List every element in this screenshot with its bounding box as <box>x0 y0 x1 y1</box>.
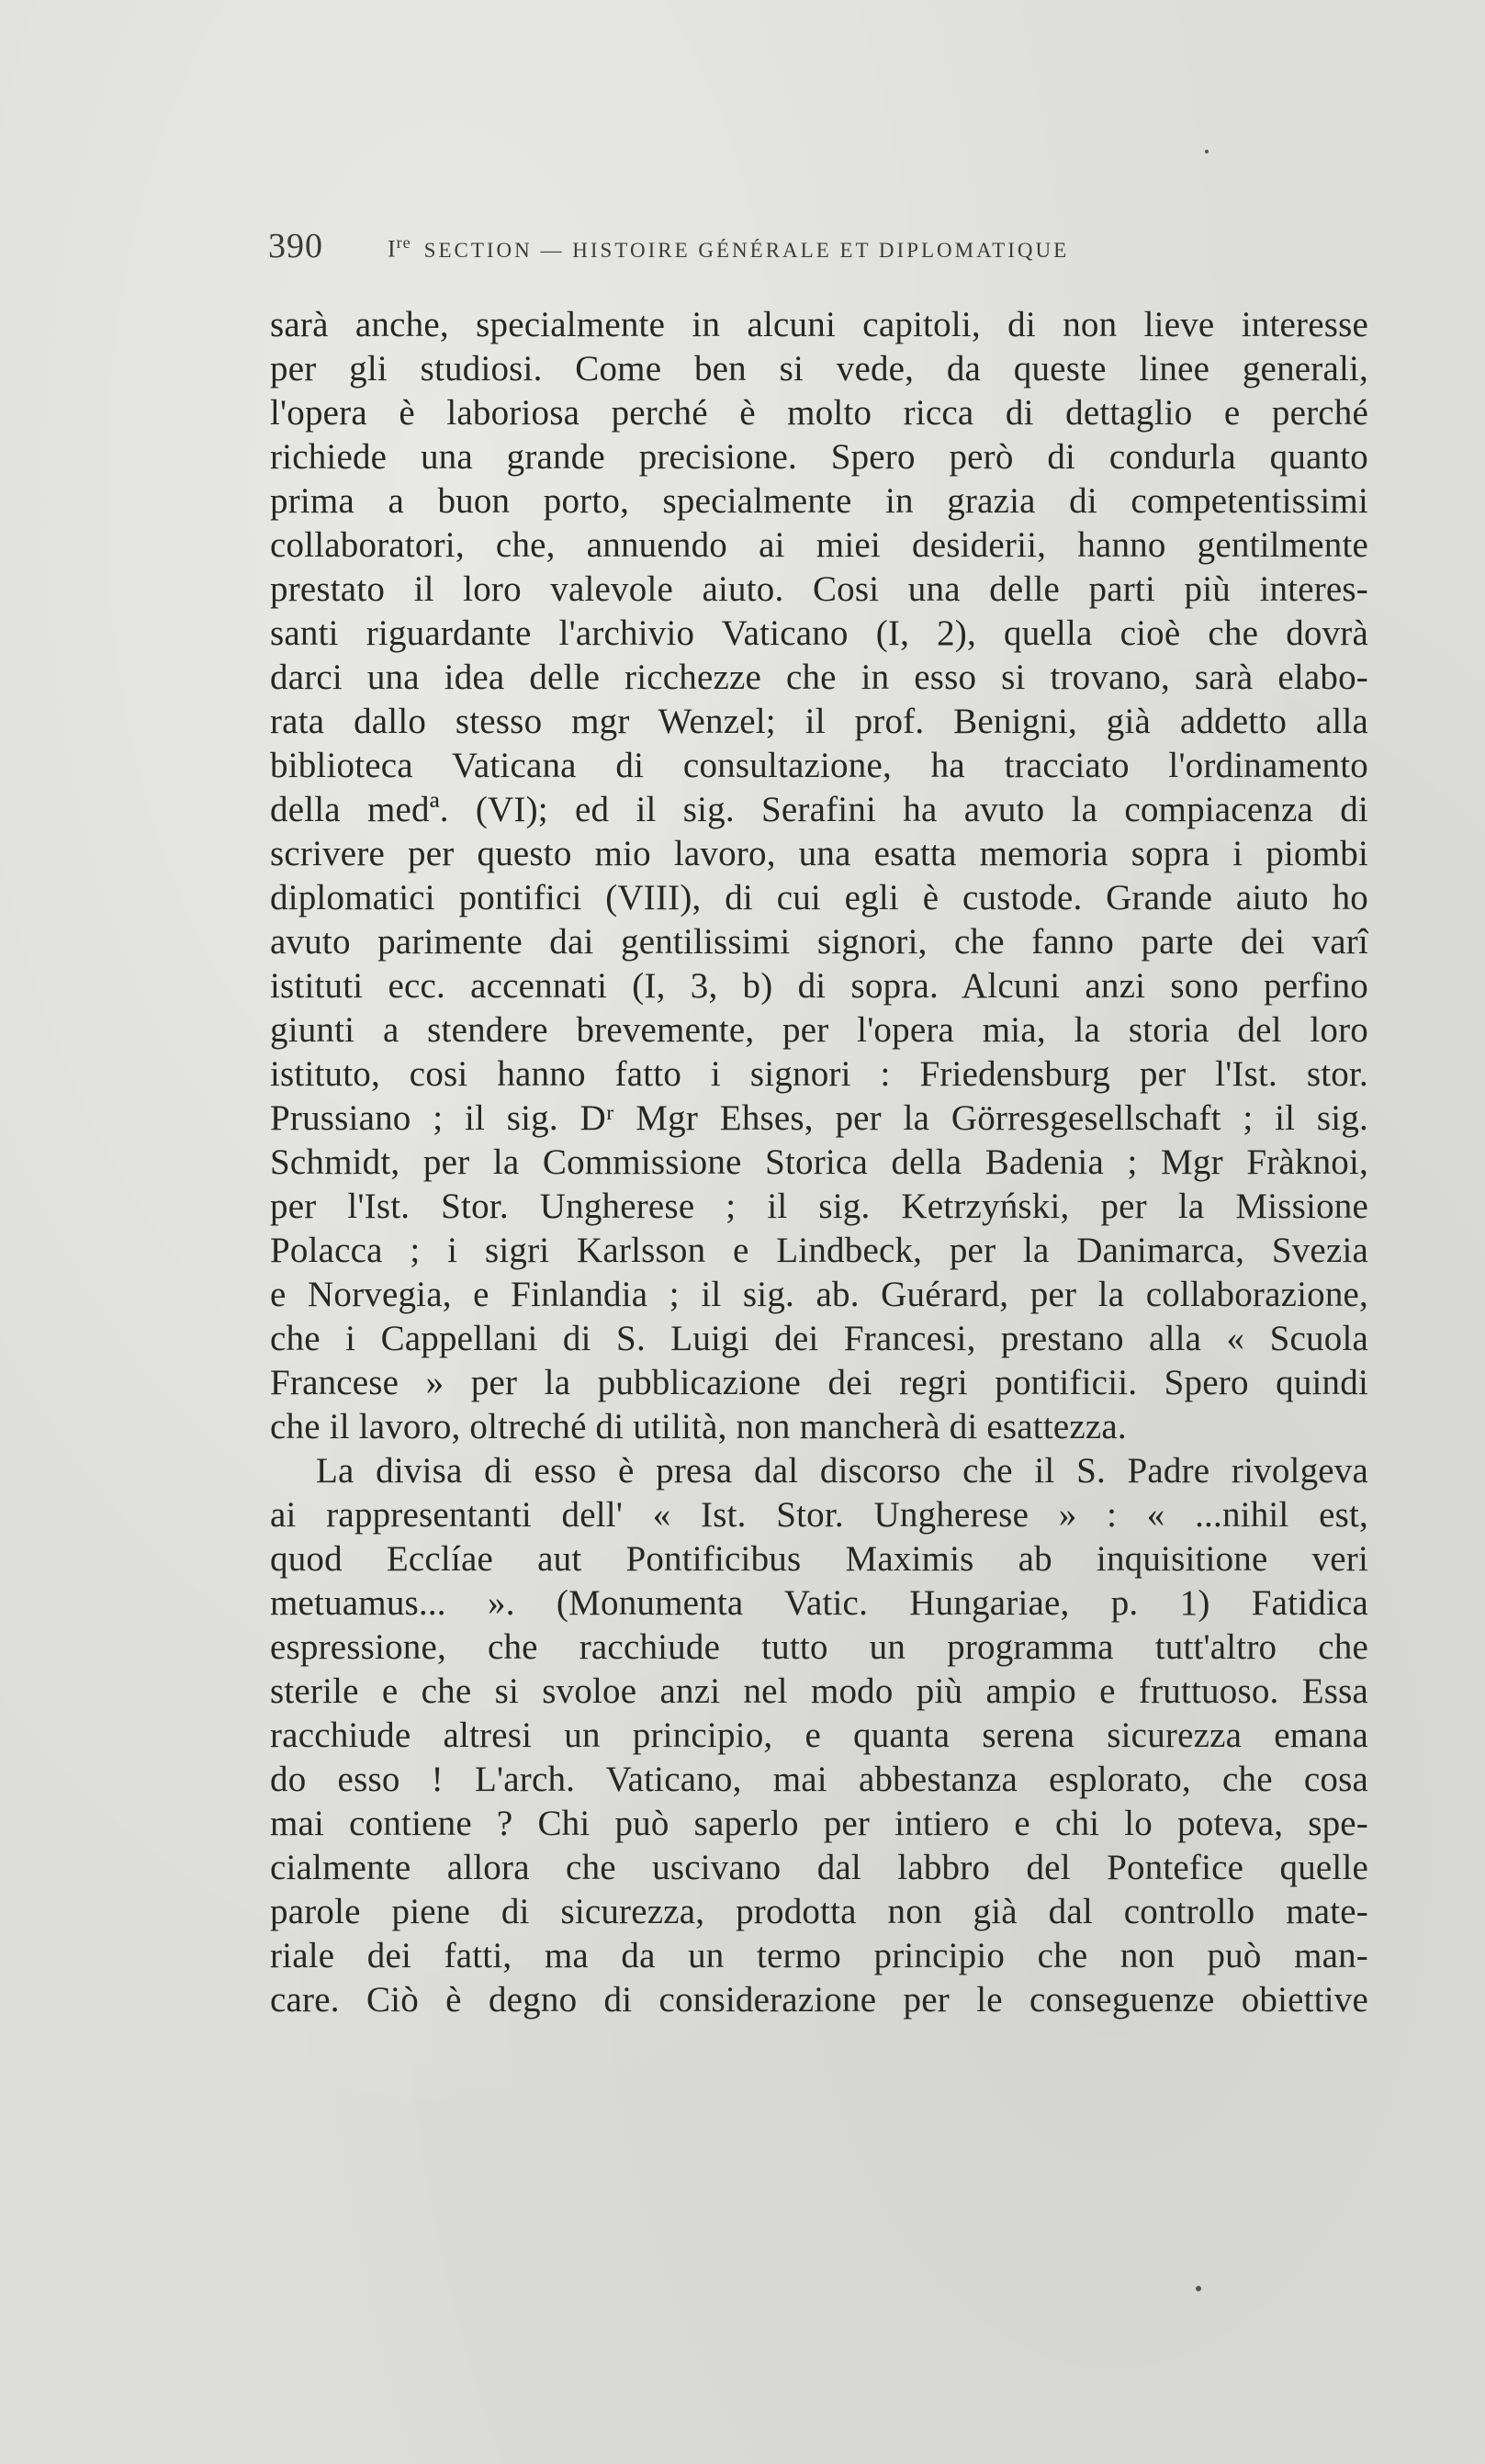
body-text <box>270 303 1368 2388</box>
text-line: che il lavoro, oltreché di utilità, non mancherà di esattezza. <box>270 1407 1127 1446</box>
text-line: per gli studiosi. Come ben si vede, da queste linee generali, <box>270 349 1368 388</box>
text-line: do esso ! L'arch. Vaticano, mai abbestanza esplorato, che cosa <box>270 1760 1368 1799</box>
text-line: metuamus... ». (Monumenta Vatic. Hungariae, p. 1) Fatidica <box>270 1583 1368 1623</box>
text-line: Schmidt, per la Commissione Storica della Badenia ; Mgr Fràknoi, <box>270 1142 1368 1182</box>
text-line: e Norvegia, e Finlandia ; il sig. ab. Guérard, per la collaborazione, <box>270 1275 1368 1314</box>
text-line: care. Ciò è degno di considerazione per le conseguenze obiettive <box>270 1980 1368 2020</box>
text-line: Prussiano ; il sig. Dʳ Mgr Ehses, per la Görresgesellschaft ; il sig. <box>270 1098 1368 1138</box>
text-line: parole piene di sicurezza, prodotta non già dal controllo mate- <box>270 1892 1368 1931</box>
paper-speck <box>1205 150 1209 153</box>
text-line: sarà anche, specialmente in alcuni capitoli, di non lieve interesse <box>270 305 1368 344</box>
text-line: riale dei fatti, ma da un termo principio che non può man- <box>270 1936 1368 1975</box>
text-line: diplomatici pontifici (VIII), di cui egli è custode. Grande aiuto ho <box>270 878 1368 917</box>
running-head-title: SECTION — HISTOIRE GÉNÉRALE ET DIPLOMATIQUE <box>423 239 1070 262</box>
text-line: della medª. (VI); ed il sig. Serafini ha avuto la compiacenza di <box>270 790 1368 829</box>
page-number: 390 <box>268 227 323 265</box>
text-line: racchiude altresi un principio, e quanta serena sicurezza emana <box>270 1716 1368 1755</box>
text-line: ai rappresentanti dell' « Ist. Stor. Ungherese » : « ...nihil est, <box>270 1495 1368 1535</box>
text-line: prima a buon porto, specialmente in grazia di competentissimi <box>270 481 1368 521</box>
text-line: prestato il loro valevole aiuto. Cosi una delle parti più interes- <box>270 569 1368 609</box>
text-line: La divisa di esso è presa dal discorso che il S. Padre rivolgeva <box>316 1451 1368 1491</box>
text-line: scrivere per questo mio lavoro, una esatta memoria sopra i piombi <box>270 834 1368 873</box>
text-line: collaboratori, che, annuendo ai miei desiderii, hanno gentilmente <box>270 525 1368 565</box>
paper-speck <box>1196 2286 1201 2291</box>
text-line: rata dallo stesso mgr Wenzel; il prof. Benigni, già addetto alla <box>270 702 1368 741</box>
text-line: Polacca ; i sigri Karlsson e Lindbeck, per la Danimarca, Svezia <box>270 1231 1368 1270</box>
text-line: sterile e che si svoloe anzi nel modo più ampio e fruttuoso. Essa <box>270 1671 1368 1711</box>
text-line: quod Ecclíae aut Pontificibus Maximis ab inquisitione veri <box>270 1539 1368 1579</box>
text-line: richiede una grande precisione. Spero però di condurla quanto <box>270 437 1368 477</box>
text-line: per l'Ist. Stor. Ungherese ; il sig. Ketrzyński, per la Missione <box>270 1187 1368 1226</box>
section-marker-suffix: re <box>396 233 411 253</box>
running-head <box>268 226 1370 272</box>
text-line: cialmente allora che uscivano dal labbro del Pontefice quelle <box>270 1848 1368 1887</box>
text-line: darci una idea delle ricchezze che in esso si trovano, sarà elabo- <box>270 658 1368 697</box>
text-line: giunti a stendere brevemente, per l'opera mia, la storia del loro <box>270 1010 1368 1050</box>
text-line: l'opera è laboriosa perché è molto ricca di dettaglio e perché <box>270 393 1368 433</box>
text-line: mai contiene ? Chi può saperlo per intiero e chi lo poteva, spe- <box>270 1804 1368 1843</box>
text-line: espressione, che racchiude tutto un programma tutt'altro che <box>270 1627 1368 1667</box>
text-line: Francese » per la pubblicazione dei regri pontificii. Spero quindi <box>270 1363 1368 1402</box>
section-marker-numeral: I <box>388 236 397 263</box>
text-line: istituti ecc. accennati (I, 3, b) di sopra. Alcuni anzi sono perfino <box>270 966 1368 1006</box>
section-marker <box>388 233 411 264</box>
text-line: santi riguardante l'archivio Vaticano (I, 2), quella cioè che dovrà <box>270 613 1368 653</box>
text-line: avuto parimente dai gentilissimi signori, che fanno parte dei varî <box>270 922 1368 962</box>
text-line: istituto, cosi hanno fatto i signori : Friedensburg per l'Ist. stor. <box>270 1054 1368 1094</box>
text-line: che i Cappellani di S. Luigi dei Francesi, prestano alla « Scuola <box>270 1319 1368 1358</box>
text-line: biblioteca Vaticana di consultazione, ha tracciato l'ordinamento <box>270 746 1368 785</box>
